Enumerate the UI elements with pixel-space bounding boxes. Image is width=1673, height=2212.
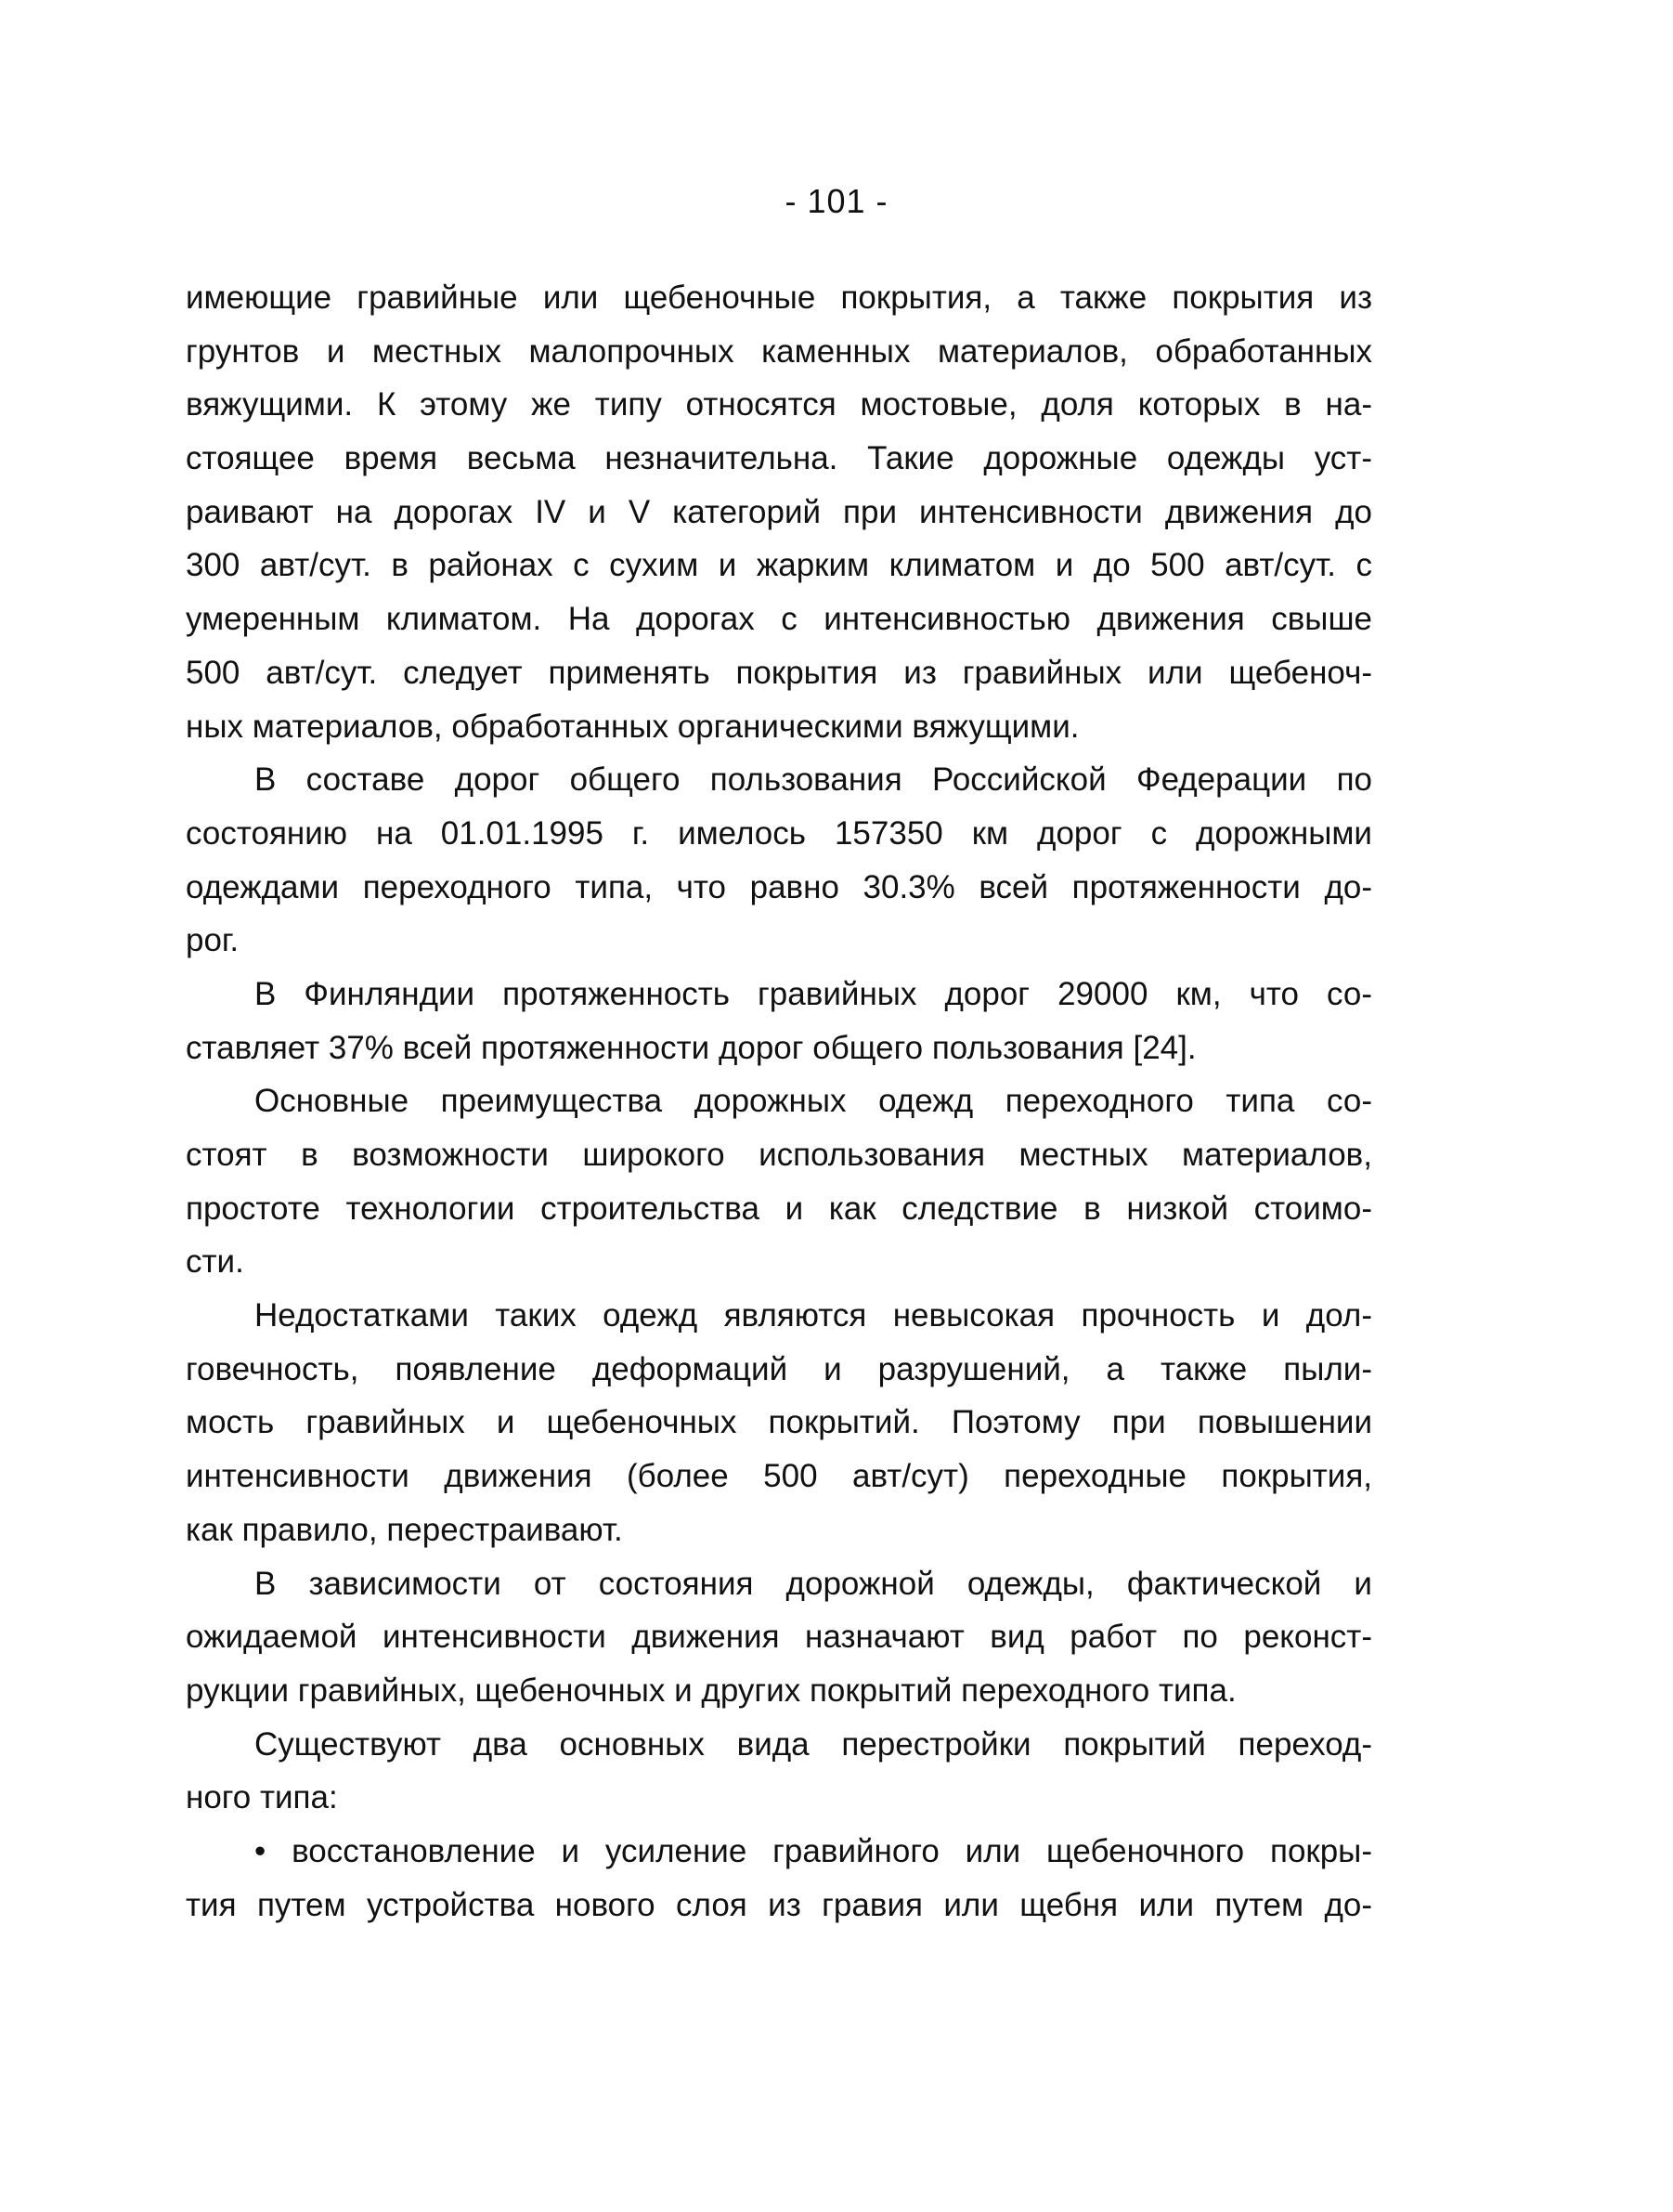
text-line: Существуют два основных вида перестройки покрытий переход- [254, 1725, 1372, 1763]
text-line: В составе дорог общего пользования Российской Федерации по [254, 761, 1372, 799]
text-line: ожидаемой интенсивности движения назначают вид работ по реконст- [186, 1619, 1372, 1656]
text-line: ставляет 37% всей протяженности дорог общего пользования [24]. [186, 1029, 1197, 1066]
text-line: одеждами переходного типа, что равно 30.3% всей протяженности до- [186, 868, 1372, 905]
text-line: стоят в возможности широкого использования местных материалов, [186, 1137, 1372, 1173]
paragraph [186, 1825, 1372, 1932]
paragraph [186, 1074, 1372, 1289]
text-line: интенсивности движения (более 500 авт/сут) переходные покрытия, [186, 1458, 1372, 1495]
text-line: грунтов и местных малопрочных каменных материалов, обработанных [186, 332, 1372, 370]
text-line: говечность, появление деформаций и разрушений, а также пыли- [186, 1350, 1372, 1387]
text-line: • восстановление и усиление гравийного или щебеночного покры- [254, 1832, 1372, 1869]
text-line: имеющие гравийные или щебеночные покрытия, а также покрытия из [186, 280, 1372, 316]
text-line: сти. [186, 1243, 244, 1281]
paragraph [186, 753, 1372, 968]
text-line: тия путем устройства нового слоя из гравия или щебня или путем до- [186, 1886, 1372, 1923]
paragraph [186, 968, 1372, 1074]
text-line: рог. [186, 922, 240, 959]
text-line: Недостатками таких одежд являются невысокая прочность и дол- [254, 1297, 1372, 1334]
text-line: как правило, перестраивают. [186, 1511, 623, 1548]
text-line: 300 авт/сут. в районах с сухим и жарким климатом и до 500 авт/сут. с [186, 547, 1372, 584]
text-line: раивают на дорогах IV и V категорий при интенсивности движения до [186, 493, 1372, 530]
paragraph [186, 271, 1372, 753]
text-line: состоянию на 01.01.1995 г. имелось 157350 км дорог с дорожными [186, 814, 1372, 852]
text-line: В Финляндии протяженность гравийных дорог 29000 км, что со- [254, 975, 1372, 1012]
text-line: ных материалов, обработанных органическими вяжущими. [186, 708, 1080, 745]
body-text [186, 271, 1372, 1932]
text-line: умеренным климатом. На дорогах с интенсивностью движения свыше [186, 601, 1372, 638]
paragraph [186, 1718, 1372, 1825]
text-line: ного типа: [186, 1779, 338, 1816]
text-line: простоте технологии строительства и как следствие в низкой стоимо- [186, 1190, 1372, 1227]
page-number: - 101 - [785, 182, 888, 220]
paragraph [186, 1289, 1372, 1556]
text-line: рукции гравийных, щебеночных и других покрытий переходного типа. [186, 1672, 1237, 1709]
text-line: мость гравийных и щебеночных покрытий. Поэтому при повышении [186, 1404, 1372, 1441]
text-line: стоящее время весьма незначительна. Такие дорожные одежды уст- [186, 440, 1372, 477]
text-line: вяжущими. К этому же типу относятся мостовые, доля которых в на- [186, 386, 1372, 423]
text-line: В зависимости от состояния дорожной одежды, фактической и [254, 1565, 1372, 1602]
text-line: Основные преимущества дорожных одежд переходного типа со- [254, 1083, 1372, 1120]
paragraph [186, 1557, 1372, 1718]
text-line: 500 авт/сут. следует применять покрытия из гравийных или щебеноч- [186, 654, 1372, 691]
